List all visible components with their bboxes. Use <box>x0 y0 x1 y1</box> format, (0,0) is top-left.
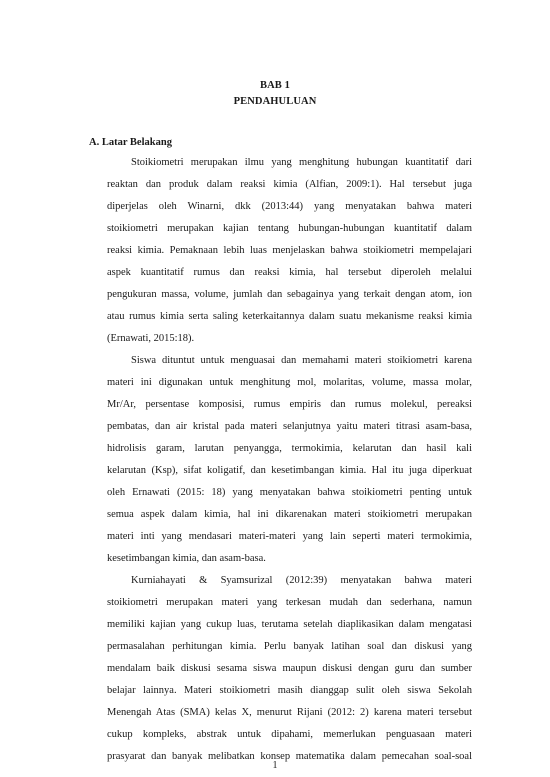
paragraph-line: Menengah Atas (SMA) kelas X, menurut Rijani (2012: 2) karena materi tersebut <box>107 707 472 718</box>
paragraph-line: reaksi kimia. Pemaknaan lebih luas menjelaskan bahwa stoikiometri mempelajari <box>107 245 472 256</box>
chapter-heading: BAB 1 <box>260 80 290 91</box>
paragraph-line: reaktan dan produk dalam reaksi kimia (Alfian, 2009:1). Hal tersebut juga <box>107 179 472 190</box>
paragraph-line: stoikiometri merupakan kajian tentang hubungan-hubungan kuantitatif dalam <box>107 223 472 234</box>
paragraph-line: Siswa dituntut untuk menguasai dan memahami materi stoikiometri karena <box>131 355 472 366</box>
paragraph-line: pengukuran massa, volume, jumlah dan sebagainya yang terkait dengan atom, ion <box>107 289 472 300</box>
paragraph-line: pembatas, dan air kristal pada materi selanjutnya yaitu materi titrasi asam-basa, <box>107 421 472 432</box>
paragraph-line: memiliki kajian yang cukup luas, terutama setelah diaplikasikan dalam mengatasi <box>107 619 472 630</box>
chapter-title: PENDAHULUAN <box>233 96 317 107</box>
paragraph-line: permasalahan perhitungan kimia. Perlu banyak latihan soal dan diskusi yang <box>107 641 472 652</box>
paragraph-line: materi ini digunakan untuk menghitung mol, molaritas, volume, massa molar, <box>107 377 472 388</box>
page-number: 1 <box>272 760 278 771</box>
paragraph-line: cukup kompleks, abstrak untuk dipahami, memerlukan penguasaan materi <box>107 729 472 740</box>
paragraph-line: belajar lainnya. Materi stoikiometri masih dianggap sulit oleh siswa Sekolah <box>107 685 472 696</box>
paragraph-line: semua aspek dalam kimia, hal ini dikarenakan materi stoikiometri merupakan <box>107 509 472 520</box>
section-heading: A. Latar Belakang <box>89 137 172 148</box>
paragraph-line: hidrolisis garam, larutan penyangga, termokimia, kelarutan dan hasil kali <box>107 443 472 454</box>
paragraph-line: atau rumus kimia serta saling keterkaitannya dalam suatu mekanisme reaksi kimia <box>107 311 472 322</box>
paragraph-line: Stoikiometri merupakan ilmu yang menghitung hubungan kuantitatif dari <box>131 157 472 168</box>
paragraph-line: stoikiometri merupakan materi yang terkesan mudah dan sederhana, namun <box>107 597 472 608</box>
paragraph-line: kelarutan (Ksp), sifat koligatif, dan kesetimbangan kimia. Hal itu juga diperkuat <box>107 465 472 476</box>
paragraph-line: diperjelas oleh Winarni, dkk (2013:44) yang menyatakan bahwa materi <box>107 201 472 212</box>
paragraph-line: (Ernawati, 2015:18). <box>107 333 195 344</box>
paragraph-line: oleh Ernawati (2015: 18) yang menyatakan bahwa stoikiometri penting untuk <box>107 487 472 498</box>
paragraph-line: materi inti yang mendasari materi-materi yang lain seperti materi termokimia, <box>107 531 472 542</box>
paragraph-line: mendalam baik diskusi sesama siswa maupun diskusi dengan guru dan sumber <box>107 663 472 674</box>
paragraph-line: Mr/Ar, persentase komposisi, rumus empiris dan rumus molekul, pereaksi <box>107 399 472 410</box>
paragraph-line: aspek kuantitatif rumus dan reaksi kimia, hal tersebut diperoleh melalui <box>107 267 472 278</box>
paragraph-line: Kurniahayati & Syamsurizal (2012:39) menyatakan bahwa materi <box>131 575 472 586</box>
paragraph-line: prasyarat dan banyak melibatkan konsep matematika dalam pemecahan soal-soal <box>107 751 472 762</box>
paragraph-line: kesetimbangan kimia, dan asam-basa. <box>107 553 266 564</box>
